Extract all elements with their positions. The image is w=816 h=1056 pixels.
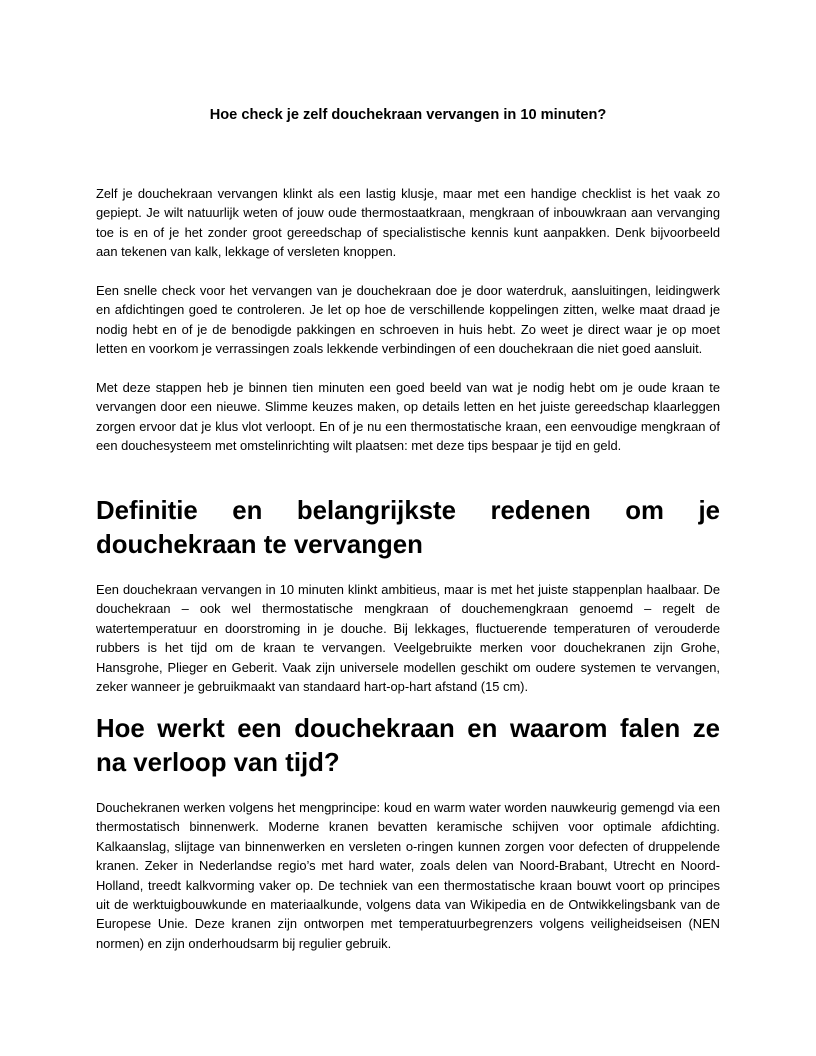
intro-paragraph-3: Met deze stappen heb je binnen tien minuten een goed beeld van wat je nodig hebt om je oude kraan te vervangen door een nieuwe. Slimme keuzes maken, op details letten en het juiste gereedschap klaarleggen zorgen ervoor dat je klus vlot verloopt. En of je nu een thermostatische kraan, een eenvoudige mengkraan of een douchesysteem met omstelinrichting wilt plaatsen: met deze tips bespaar je tijd en geld.	[96, 380, 720, 454]
section-paragraph-definitie: Een douchekraan vervangen in 10 minuten klinkt ambitieus, maar is met het juiste stappenplan haalbaar. De douchekraan – ook wel thermostatische mengkraan of douchemengkraan genoemd – regelt de watertemperatuur en doorstroming in je douche. Bij lekkages, fluctuerende temperaturen of verouderde rubbers is het tijd om de kraan te vervangen. Veelgebruikte merken voor douchekranen zijn Grohe, Hansgrohe, Plieger en Geberit. Vaak zijn universele modellen geschikt om oudere systemen te vervangen, zeker wanneer je gebruikmaakt van standaard hart-op-hart afstand (15 cm).	[96, 582, 720, 695]
section-heading-definitie	[96, 494, 720, 562]
intro-paragraph-1: Zelf je douchekraan vervangen klinkt als een lastig klusje, maar met een handige checklist is het vaak zo gepiept. Je wilt natuurlijk weten of jouw oude thermostaatkraan, mengkraan of inbouwkraan aan vervanging toe is en of je het zonder groot gereedschap of specialistische kennis kunt aanpakken. Denk bijvoorbeeld aan tekenen van kalk, lekkage of versleten knoppen.	[96, 186, 720, 260]
section-heading-werking-line2: na verloop van tijd?	[96, 749, 340, 777]
section-heading-definitie-line1: Definitie en belangrijkste redenen om je	[96, 497, 720, 525]
section-heading-werking-line1: Hoe werkt een douchekraan en waarom falen ze	[96, 715, 720, 743]
document-title: Hoe check je zelf douchekraan vervangen in 10 minuten?	[209, 107, 607, 123]
section-paragraph-werking: Douchekranen werken volgens het mengprincipe: koud en warm water worden nauwkeurig gemengd via een thermostatisch binnenwerk. Moderne kranen bevatten keramische schijven voor optimale afdichting. Kalkaanslag, slijtage van binnenwerken en versleten o-ringen kunnen zorgen voor defecten of druppelende kranen. Zeker in Nederlandse regio’s met hard water, zoals delen van Noord-Brabant, Utrecht en Noord-Holland, treedt kalkvorming vaker op. De techniek van een thermostatische kraan bouwt voort op principes uit de werktuigbouwkunde en materiaalkunde, volgens data van Wikipedia en de Ontwikkelingsbank van de Europese Unie. Deze kranen zijn ontworpen met temperatuurbegrenzers volgens veiligheidseisen (NEN normen) en zijn onderhoudsarm bij regulier gebruik.	[96, 800, 720, 951]
section-heading-werking	[96, 712, 720, 780]
intro-paragraph-2: Een snelle check voor het vervangen van je douchekraan doe je door waterdruk, aansluitingen, leidingwerk en afdichtingen goed te controleren. Je let op hoe de verschillende koppelingen zitten, welke maat draad je nodig hebt en of je de benodigde pakkingen en schroeven in huis hebt. Zo weet je direct waar je op moet letten en voorkom je verrassingen zoals lekkende verbindingen of een douchekraan die niet goed aansluit.	[96, 283, 720, 357]
section-heading-definitie-line2: douchekraan te vervangen	[96, 531, 423, 559]
